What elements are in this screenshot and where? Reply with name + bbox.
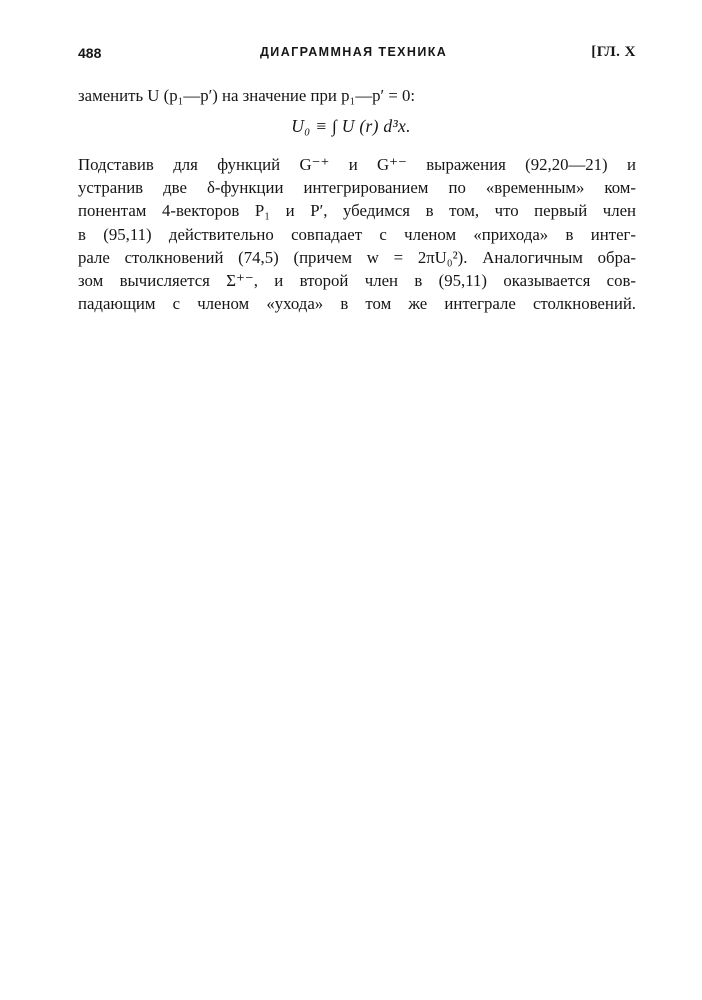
paragraph-line-6: зом вычисляется Σ⁺⁻, и второй член в (95,11) оказывается сов- xyxy=(78,271,636,291)
running-title: ДИАГРАММНАЯ ТЕХНИКА xyxy=(260,45,448,59)
main-paragraph xyxy=(78,153,636,315)
page-header xyxy=(78,42,636,64)
intro-line: заменить U (p₁—p′) на значение при p₁—p′ = 0: xyxy=(78,86,416,105)
paragraph-line-2: устранив две δ-функции интегрированием по «временным» ком- xyxy=(78,178,636,198)
chapter-label: [ГЛ. X xyxy=(591,44,636,60)
paragraph-line-3: понентам 4-векторов P₁ и P′, убедимся в том, что первый член xyxy=(78,201,636,221)
formula: U₀ ≡ ∫ U (r) d³x. xyxy=(291,116,411,136)
paragraph-line-5: рале столкновений (74,5) (причем w = 2πU₀²). Аналогичным обра- xyxy=(78,247,636,267)
paragraph-line-1: Подставив для функций G⁻⁺ и G⁺⁻ выражения (92,20—21) и xyxy=(78,155,636,174)
paragraph-line-7: падающим с членом «ухода» в том же интеграле столкновений. xyxy=(78,294,636,314)
paragraph-line-4: в (95,11) действительно совпадает с членом «прихода» в интег- xyxy=(78,224,636,244)
page-number: 488 xyxy=(78,45,102,61)
